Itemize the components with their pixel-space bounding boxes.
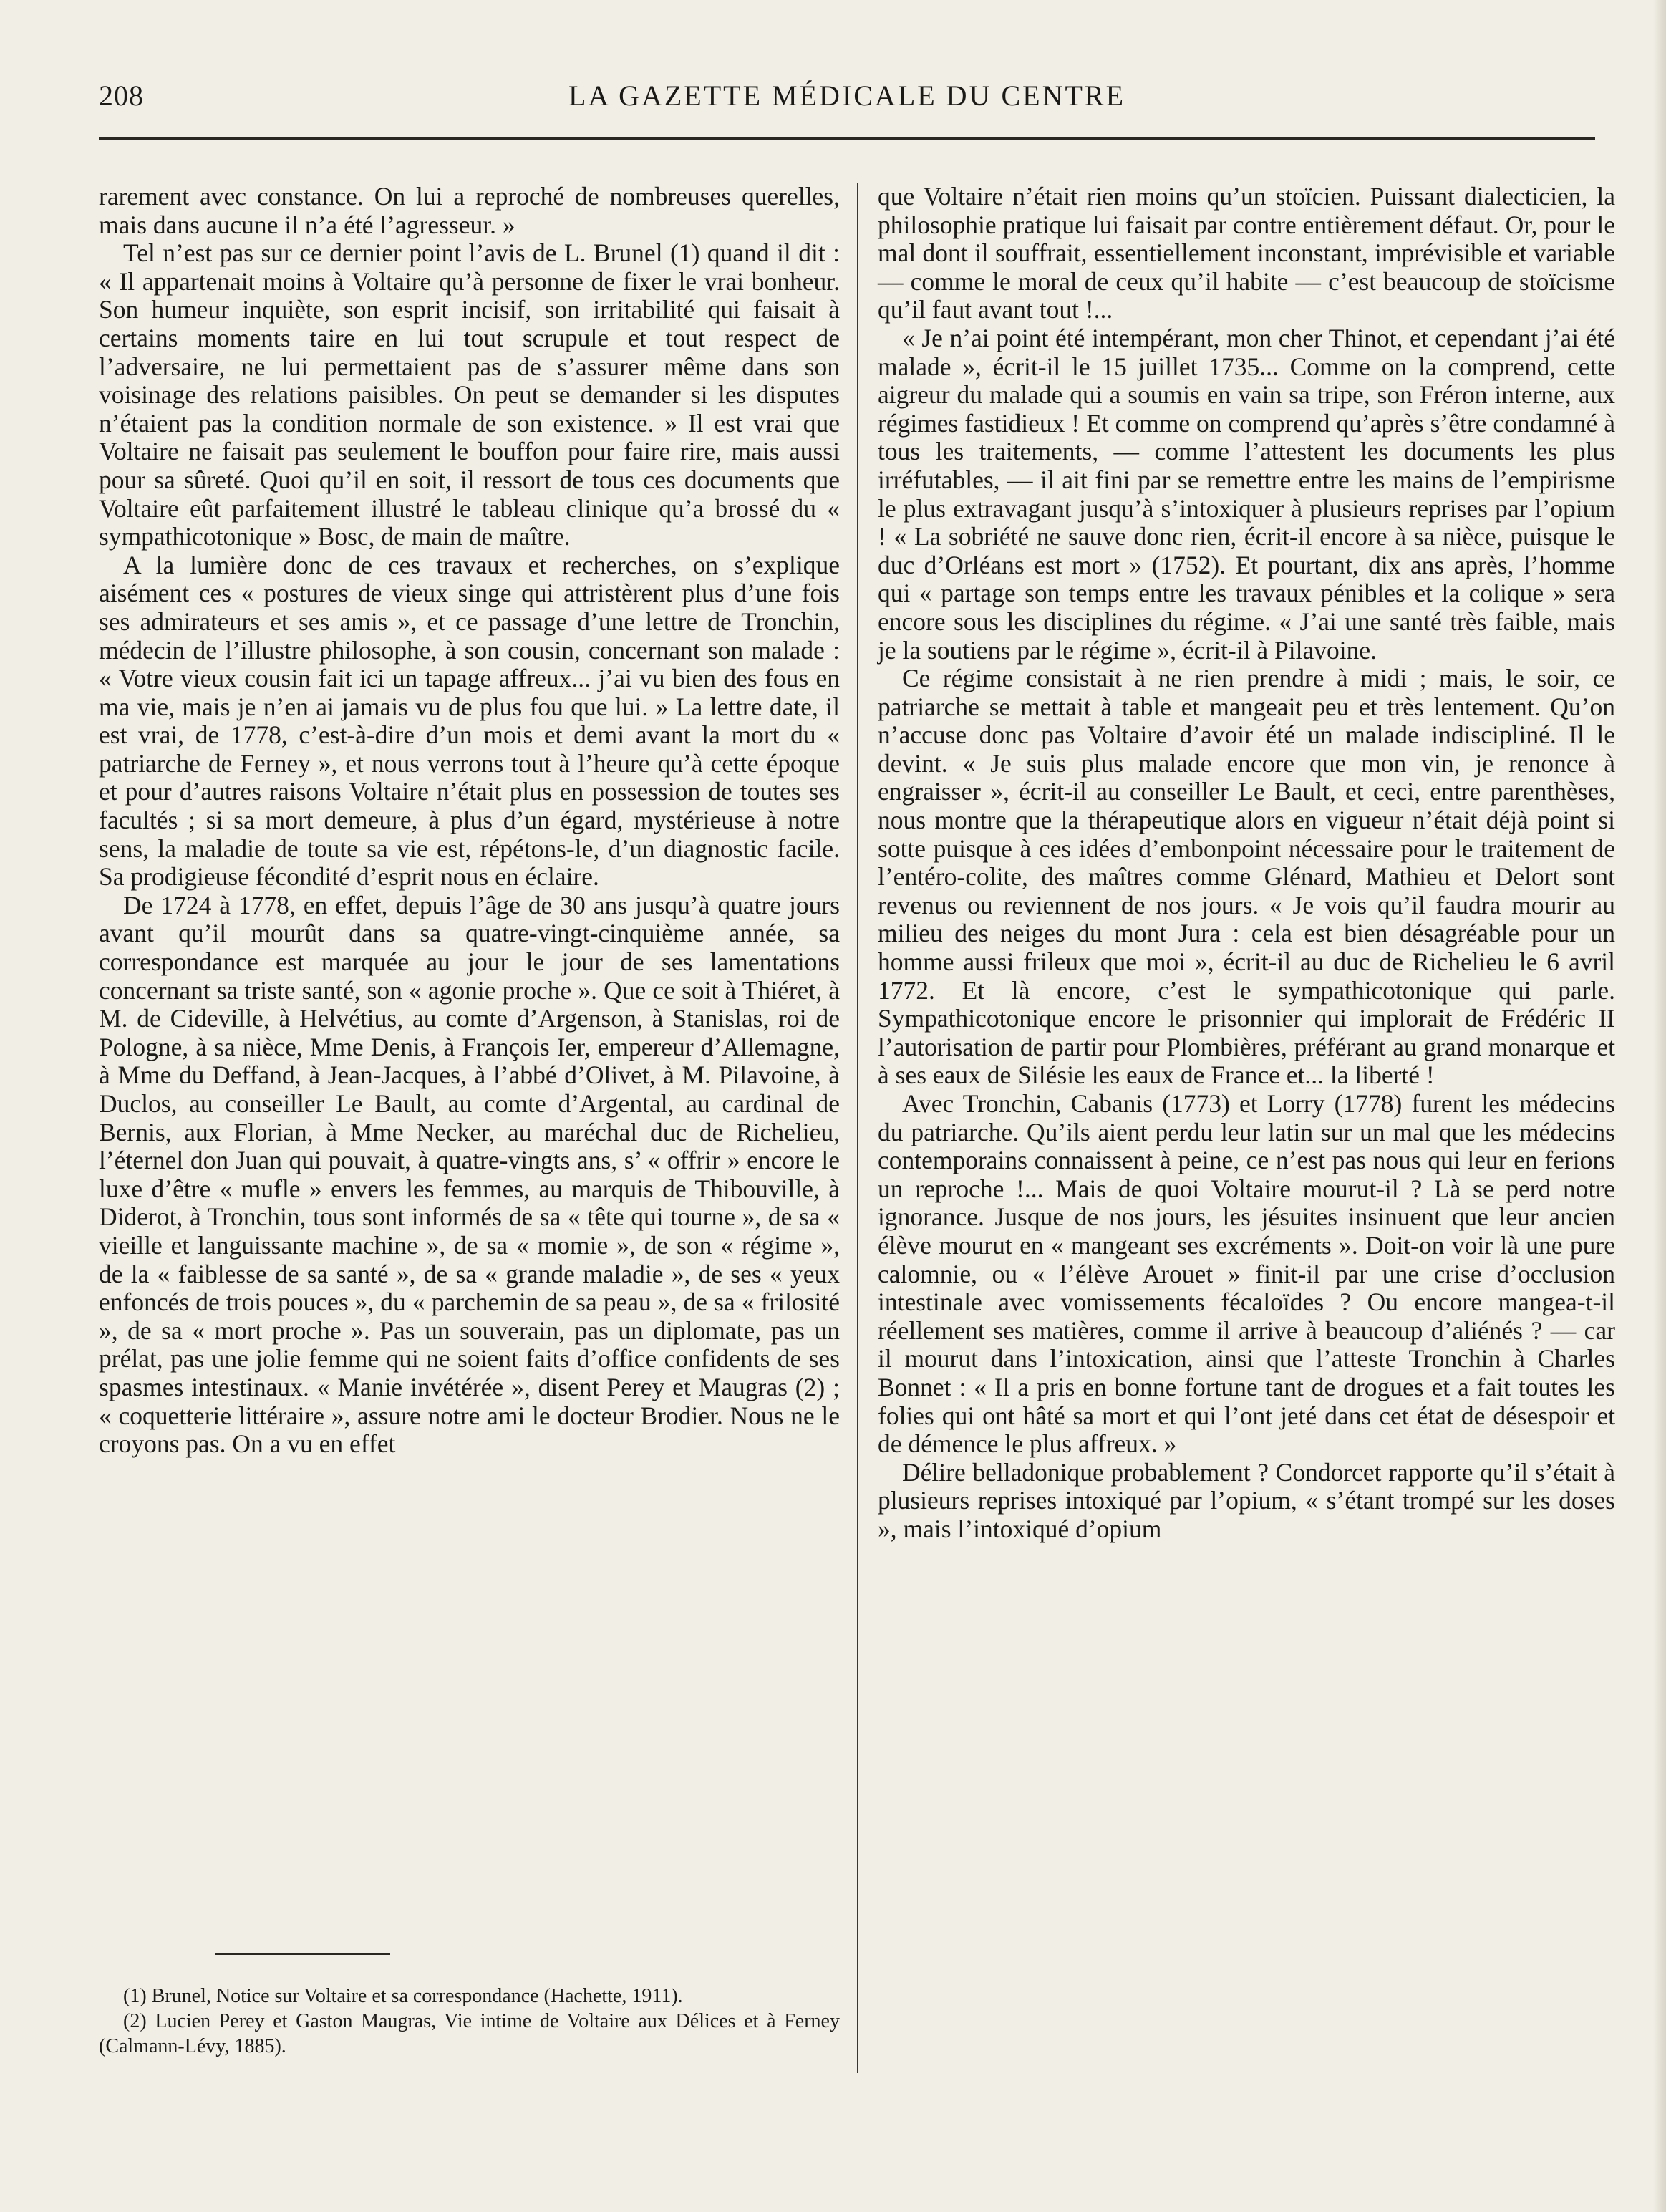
paragraph: A la lumière donc de ces travaux et recherches, on s’explique aisément ces « postures de vieux singe qui attristèrent plus d’une fois ses admirateurs et ses amis », et ce passage d’une lettre de Tronchin, médecin de l’illustre philosophe, à son cousin, concernant son malade : « Votre vieux cousin fait ici un tapage affreux... j’ai vu bien des fous en ma vie, mais je n’en ai jamais vu de plus fou que lui. » La lettre date, il est vrai, de 1778, c’est-à-dire d’un mois et demi avant la mort du « patriarche de Ferney », et nous verrons tout à l’heure qu’à cette époque et pour d’autres raisons Voltaire n’était plus en possession de toutes ses facultés ; si sa mort demeure, à plus d’un égard, mystérieuse à notre sens, la maladie de toute sa vie est, répétons-le, d’un diagnostic facile. Sa prodigieuse fécondité d’esprit nous en éclaire. xyxy=(99,550,840,892)
page-edge-shadow xyxy=(1653,0,1666,2212)
header-rule xyxy=(99,137,1595,140)
footnotes xyxy=(99,1984,840,2059)
paragraph: Ce régime consistait à ne rien prendre à midi ; mais, le soir, ce patriarche se mettait à table et mangeait peu et très lentement. Qu’on n’accuse donc pas Voltaire d’avoir été un malade indiscipliné. Il le devint. « Je suis plus malade encore que mon vin, je renonce à engraisser », écrit-il au conseiller Le Bault, et ceci, entre parenthèses, nous montre que la thérapeutique alors en vigueur n’était déjà point si sotte puisque à ces idées d’embonpoint nécessaire pour le traitement de l’entéro-colite, des maîtres comme Glénard, Mathieu et Delort sont revenus ou reviennent de nos jours. « Je vois qu’il faudra mourir au milieu des neiges du mont Jura : cela est bien désagréable pour un homme aussi frileux que moi », écrit-il au duc de Richelieu le 6 avril 1772. Et là encore, c’est le sympathicotonique qui parle. Sympathicotonique encore le prisonnier qui implorait de Frédéric II l’autorisation de partir pour Plombières, préférant au grand monarque et à ses eaux de Silésie les eaux de France et... la liberté ! xyxy=(878,664,1615,1090)
paragraph: que Voltaire n’était rien moins qu’un stoïcien. Puissant dialecticien, la philosophie pratique lui faisait par contre entièrement défaut. Or, pour le mal dont il souffrait, essentiellement inconstant, imprévisible et variable — comme le moral de ceux qu’il habite — c’est beaucoup de stoïcisme qu’il faut avant tout !... xyxy=(878,182,1615,324)
footnote-rule xyxy=(215,1953,390,1955)
paragraph: « Je n’ai point été intempérant, mon cher Thinot, et cependant j’ai été malade », écrit-il le 15 juillet 1735... Comme on la comprend, cette aigreur du malade qui a soumis en vain sa tripe, son Fréron interne, aux régimes fastidieux ! Et comme on comprend qu’après s’être condamné à tous les traitements, — comme l’attestent les documents les plus irréfutables, — il ait fini par se remettre entre les mains de l’empirisme le plus extravagant jusqu’à s’intoxiquer à plusieurs reprises par l’opium ! « La sobriété ne sauve donc rien, écrit-il encore à sa nièce, puisque le duc d’Orléans est mort » (1752). Et pourtant, dix ans après, l’homme qui « partage son temps entre les travaux pénibles et la colique » sera encore sous les disciplines du régime. « J’ai une santé très faible, mais je la soutiens par le régime », écrit-il à Pilavoine. xyxy=(878,323,1615,665)
left-column xyxy=(99,183,840,1459)
footnote: (1) Brunel, Notice sur Voltaire et sa correspondance (Hachette, 1911). xyxy=(123,1985,683,2007)
page-number: 208 xyxy=(99,79,144,112)
journal-title: LA GAZETTE MÉDICALE DU CENTRE xyxy=(568,79,1125,112)
paragraph: De 1724 à 1778, en effet, depuis l’âge de 30 ans jusqu’à quatre jours avant qu’il mourût dans sa quatre-vingt-cinquième année, sa correspondance est marquée au jour le jour de ses lamentations concernant sa triste santé, son « agonie proche ». Que ce soit à Thiéret, à M. de Cideville, à Helvétius, au comte d’Argenson, à Stanislas, roi de Pologne, à sa nièce, Mme Denis, à François Ier, empereur d’Allemagne, à Mme du Deffand, à Jean-Jacques, à l’abbé d’Olivet, à M. Pilavoine, à Duclos, au conseiller Le Bault, au comte d’Argental, au cardinal de Bernis, aux Florian, à Mme Necker, au maréchal duc de Richelieu, l’éternel don Juan qui pouvait, à quatre-vingts ans, s’ « offrir » encore le luxe d’être « mufle » envers les femmes, au marquis de Thibouville, à Diderot, à Tronchin, tous sont informés de sa « tête qui tourne », de sa « vieille et languissante machine », de sa « momie », de son « régime », de la « faiblesse de sa santé », de sa « grande maladie », de ses « yeux enfoncés de trois pouces », du « parchemin de sa peau », de sa « frilosité », de sa « mort proche ». Pas un souverain, pas un diplomate, pas un prélat, pas une jolie femme qui ne soient faits d’office confidents de ses spasmes intestinaux. « Manie invétérée », disent Perey et Maugras (2) ; « coquetterie littéraire », assure notre ami le docteur Brodier. Nous ne le croyons pas. On a vu en effet xyxy=(99,890,840,1459)
footnote: (2) Lucien Perey et Gaston Maugras, Vie intime de Voltaire aux Délices et à Ferney (Calmann-Lévy, 1885). xyxy=(99,2010,840,2057)
column-divider xyxy=(857,183,858,2073)
right-column xyxy=(878,183,1615,1544)
paragraph: Avec Tronchin, Cabanis (1773) et Lorry (1778) furent les médecins du patriarche. Qu’ils aient perdu leur latin sur un mal que les médecins contemporains connaissent à peine, ce n’est pas nous qui leur en ferions un reproche !... Mais de quoi Voltaire mourut-il ? Là se perd notre ignorance. Jusque de nos jours, les jésuites insinuent que leur ancien élève mourut en « mangeant ses excréments ». Doit-on voir là une pure calomnie, ou « l’élève Arouet » finit-il par une crise d’occlusion intestinale avec vomissements fécaloïdes ? Ou encore mangea-t-il réellement ses matières, comme il arrive à beaucoup d’aliénés ? — car il mourut dans l’intoxication, ainsi que l’atteste Tronchin à Charles Bonnet : « Il a pris en bonne fortune tant de drogues et a fait toutes les folies qui ont hâté sa mort et qui l’ont jeté dans cet état de désespoir et de démence le plus affreux. » xyxy=(878,1089,1615,1459)
paragraph: Tel n’est pas sur ce dernier point l’avis de L. Brunel (1) quand il dit : « Il appartenait moins à Voltaire qu’à personne de fixer le vrai bonheur. Son humeur inquiète, son esprit incisif, son irritabilité qui faisait à certains moments taire en lui tout scrupule et tout respect de l’adversaire, ne lui permettaient pas de s’assurer même dans son voisinage des relations paisibles. On peut se demander si les disputes n’étaient pas la condition normale de son existence. » Il est vrai que Voltaire ne faisait pas seulement le bouffon pour faire rire, mais aussi pour sa sûreté. Quoi qu’il en soit, il ressort de tous ces documents que Voltaire eût parfaitement illustré le tableau clinique qu’a brossé du « sympathicotonique » Bosc, de main de maître. xyxy=(99,238,840,551)
paragraph: Délire belladonique probablement ? Condorcet rapporte qu’il s’était à plusieurs reprises intoxiqué par l’opium, « s’étant trompé sur les doses », mais l’intoxiqué d’opium xyxy=(878,1457,1615,1543)
page-header xyxy=(99,79,1595,122)
paragraph: rarement avec constance. On lui a reproché de nombreuses querelles, mais dans aucune il n’a été l’agresseur. » xyxy=(99,182,840,239)
